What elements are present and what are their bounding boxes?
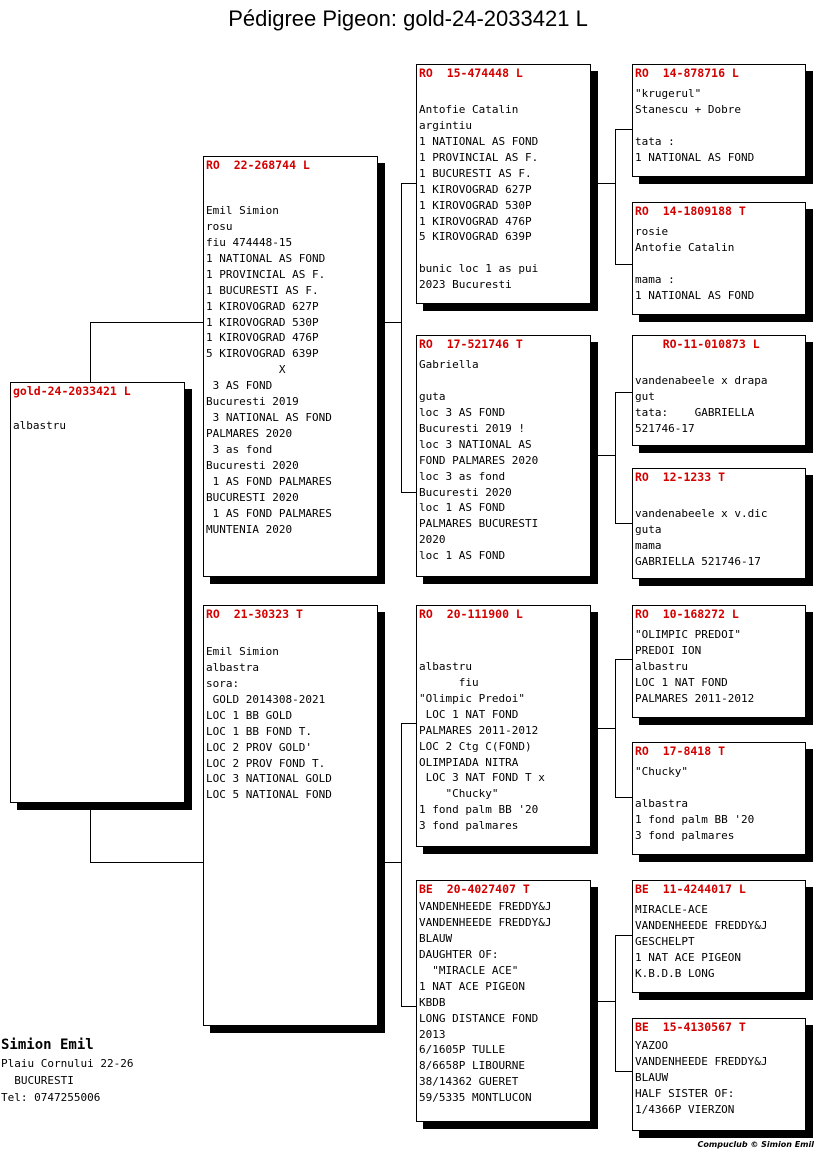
detail-line: GESCHELPT xyxy=(635,934,695,948)
detail-line: rosu xyxy=(206,219,233,233)
ring-number: RO 14-878716 L xyxy=(635,66,739,80)
connector-line xyxy=(90,808,91,863)
owner-phone: Tel: 0747255006 xyxy=(1,1091,101,1104)
detail-line xyxy=(419,245,588,261)
detail-line: PALMARES 2011-2012 xyxy=(419,723,539,737)
detail-line: 1 NATIONAL AS FOND xyxy=(206,251,326,265)
ring-number: RO 17-521746 T xyxy=(419,337,523,351)
detail-line: 1 KIROVOGRAD 627P xyxy=(419,182,532,196)
ring-number: BE 20-4027407 T xyxy=(419,882,530,896)
detail-line: Bucuresti 2020 xyxy=(419,485,512,499)
detail-line: loc 3 AS FOND xyxy=(419,405,506,419)
detail-line: 1 NAT ACE PIGEON xyxy=(419,979,525,993)
connector-line xyxy=(615,523,633,524)
detail-line: VANDENHEEDE FREDDY&J xyxy=(419,900,552,913)
detail-line: PALMARES BUCURESTI xyxy=(419,517,539,531)
detail-line: tata : xyxy=(635,134,675,148)
detail-line: KBDB xyxy=(419,995,446,1009)
detail-line: MUNTENIA 2020 xyxy=(206,522,293,536)
detail-line: guta xyxy=(419,389,446,403)
detail-line xyxy=(635,780,803,796)
owner-address-line2: BUCURESTI xyxy=(1,1074,74,1087)
ring-number: RO 15-474448 L xyxy=(419,66,523,80)
detail-line xyxy=(206,628,375,644)
connector-line xyxy=(595,455,615,456)
detail-line: albastru xyxy=(13,418,66,432)
detail-line: HALF SISTER OF: xyxy=(635,1086,735,1100)
connector-line xyxy=(615,797,633,798)
detail-line: BLAUW xyxy=(635,1070,669,1084)
detail-line: VANDENHEEDE FREDDY&J xyxy=(635,1054,768,1068)
page-title: Pédigree Pigeon: gold-24-2033421 L xyxy=(228,6,588,31)
detail-line: 59/5335 MONTLUCON xyxy=(419,1091,532,1105)
ring-number: RO 10-168272 L xyxy=(635,607,739,621)
pigeon-card-ggp-ffm[interactable] xyxy=(632,202,806,315)
pigeon-card-ggp-mfm[interactable] xyxy=(632,742,806,855)
detail-line: 1 fond palm BB '20 xyxy=(419,803,539,817)
detail-line: GABRIELLA 521746-17 xyxy=(635,554,761,568)
detail-line: PALMARES 2011-2012 xyxy=(635,691,755,705)
pigeon-details xyxy=(206,187,375,538)
detail-line: "Olimpic Predoi" xyxy=(419,691,525,705)
connector-line xyxy=(615,392,616,524)
connector-line xyxy=(615,659,616,798)
connector-line xyxy=(401,723,417,724)
detail-line: 2020 xyxy=(419,533,446,547)
detail-line: LOC 2 PROV FOND T. xyxy=(206,756,326,770)
detail-line: 1 KIROVOGRAD 530P xyxy=(419,198,532,212)
pigeon-card-ggp-fmf[interactable] xyxy=(632,335,806,446)
detail-line: LOC 2 Ctg C(FOND) xyxy=(419,739,532,753)
pigeon-card-ggp-mmf[interactable] xyxy=(632,880,806,993)
detail-line: 2013 xyxy=(419,1027,446,1041)
detail-line: OLIMPIADA NITRA xyxy=(419,755,519,769)
detail-line: "Chucky" xyxy=(635,765,688,778)
pigeon-card-ggp-fff[interactable] xyxy=(632,64,806,177)
connector-line xyxy=(595,183,615,184)
detail-line: "krugerul" xyxy=(635,87,702,100)
detail-line xyxy=(419,86,588,102)
pigeon-details xyxy=(206,628,375,803)
pigeon-details xyxy=(419,627,588,834)
connector-line xyxy=(383,862,401,863)
detail-line: K.B.D.B LONG xyxy=(635,966,715,980)
detail-line xyxy=(635,118,803,134)
footer-credit: Compuclub © Simion Emil xyxy=(697,1140,814,1149)
connector-line xyxy=(595,728,615,729)
detail-line: vandenabeele x drapa xyxy=(635,373,768,387)
connector-line xyxy=(615,935,616,1072)
owner-info xyxy=(1,1035,133,1106)
detail-line: FOND PALMARES 2020 xyxy=(419,453,539,467)
detail-line: PREDOI ION xyxy=(635,643,702,657)
detail-line: vandenabeele x v.dic xyxy=(635,506,768,520)
pigeon-details xyxy=(635,764,803,844)
detail-line xyxy=(206,187,375,203)
connector-line xyxy=(401,183,402,493)
ring-number: RO-11-010873 L xyxy=(635,337,760,351)
detail-line: LOC 1 BB FOND T. xyxy=(206,724,312,738)
pigeon-details xyxy=(419,899,588,1106)
connector-line xyxy=(383,322,401,323)
pigeon-details xyxy=(635,902,803,982)
detail-line: 1 AS FOND PALMARES xyxy=(206,474,332,488)
detail-line: 1/4366P VIERZON xyxy=(635,1102,735,1116)
ring-number: RO 17-8418 T xyxy=(635,744,726,758)
detail-line: gut xyxy=(635,389,655,403)
pigeon-details xyxy=(635,224,803,304)
detail-line: PALMARES 2020 xyxy=(206,427,293,441)
connector-line xyxy=(401,723,402,1007)
detail-line: 8/6658P LIBOURNE xyxy=(419,1059,525,1073)
pigeon-card-main[interactable] xyxy=(10,382,185,803)
owner-address-line1: Plaiu Cornului 22-26 xyxy=(1,1057,134,1070)
connector-line xyxy=(615,129,633,130)
connector-line xyxy=(615,264,633,265)
ring-number: gold-24-2033421 L xyxy=(13,384,131,398)
pigeon-card-paternal-grandfather[interactable] xyxy=(416,64,591,304)
detail-line: mama xyxy=(635,538,662,552)
pigeon-card-ggp-mff[interactable] xyxy=(632,605,806,718)
connector-line xyxy=(90,322,204,323)
ring-number: BE 11-4244017 L xyxy=(635,882,746,896)
ring-number: RO 14-1809188 T xyxy=(635,204,746,218)
detail-line: 1 NATIONAL AS FOND xyxy=(419,134,539,148)
detail-line: 1 NATIONAL AS FOND xyxy=(635,288,755,302)
detail-line: guta xyxy=(635,522,662,536)
detail-line xyxy=(635,357,803,373)
connector-line xyxy=(90,862,204,863)
detail-line xyxy=(635,256,803,272)
detail-line: 6/1605P TULLE xyxy=(419,1043,506,1057)
detail-line xyxy=(13,402,182,418)
detail-line: VANDENHEEDE FREDDY&J xyxy=(635,918,768,932)
pigeon-details xyxy=(419,357,588,564)
detail-line: LOC 3 NATIONAL GOLD xyxy=(206,772,332,786)
detail-line: 1 KIROVOGRAD 530P xyxy=(206,315,319,329)
detail-line: Emil Simion xyxy=(206,644,279,658)
detail-line: bunic loc 1 as pui xyxy=(419,262,539,276)
pigeon-card-mother[interactable] xyxy=(203,605,378,1026)
detail-line: loc 1 AS FOND xyxy=(419,501,506,515)
detail-line: 3 AS FOND xyxy=(206,379,273,393)
pigeon-card-ggp-mmm[interactable] xyxy=(632,1018,806,1131)
connector-line xyxy=(615,935,633,936)
detail-line: argintiu xyxy=(419,118,472,132)
detail-line: GOLD 2014308-2021 xyxy=(206,692,326,706)
detail-line: LOC 1 BB GOLD xyxy=(206,708,293,722)
detail-line: Stanescu + Dobre xyxy=(635,102,741,116)
detail-line: 1 KIROVOGRAD 627P xyxy=(206,299,319,313)
ring-number: RO 22-268744 L xyxy=(206,158,310,172)
connector-line xyxy=(615,392,633,393)
detail-line: 3 fond palmares xyxy=(419,819,519,833)
connector-line xyxy=(401,183,417,184)
detail-line: LOC 2 PROV GOLD' xyxy=(206,740,312,754)
pigeon-details xyxy=(419,86,588,293)
pigeon-card-maternal-grandmother[interactable] xyxy=(416,880,591,1122)
detail-line: 1 AS FOND PALMARES xyxy=(206,506,332,520)
detail-line: 1 PROVINCIAL AS F. xyxy=(206,267,326,281)
detail-line: tata: GABRIELLA xyxy=(635,405,755,419)
detail-line: loc 3 NATIONAL AS xyxy=(419,437,532,451)
detail-line: "Chucky" xyxy=(419,787,499,801)
detail-line: sora: xyxy=(206,676,240,690)
connector-line xyxy=(401,1006,417,1007)
detail-line: LOC 3 NAT FOND T x xyxy=(419,771,545,785)
detail-line: 1 BUCURESTI AS F. xyxy=(419,166,532,180)
detail-line: VANDENHEEDE FREDDY&J xyxy=(419,915,552,929)
detail-line: 1 PROVINCIAL AS F. xyxy=(419,150,539,164)
detail-line: 1 KIROVOGRAD 476P xyxy=(419,214,532,228)
detail-line: Bucuresti 2019 xyxy=(206,395,299,409)
detail-line: 3 as fond xyxy=(206,443,273,456)
detail-line: fiu xyxy=(419,675,479,689)
pigeon-card-father[interactable] xyxy=(203,156,378,577)
detail-line: LONG DISTANCE FOND xyxy=(419,1011,539,1025)
detail-line: YAZOO xyxy=(635,1039,669,1052)
connector-line xyxy=(595,1001,615,1002)
detail-line: albastra xyxy=(206,660,259,674)
detail-line: loc 3 as fond xyxy=(419,469,506,483)
ring-number: RO 12-1233 T xyxy=(635,470,726,484)
connector-line xyxy=(615,129,616,265)
pigeon-details xyxy=(635,627,803,707)
detail-line: 1 NAT ACE PIGEON xyxy=(635,950,741,964)
detail-line: "MIRACLE ACE" xyxy=(419,963,519,977)
detail-line: 3 NATIONAL AS FOND xyxy=(206,411,332,425)
detail-line: 1 NATIONAL AS FOND xyxy=(635,150,755,164)
detail-line: Bucuresti 2020 xyxy=(206,458,299,472)
pigeon-card-ggp-fmm[interactable] xyxy=(632,468,806,579)
detail-line: Emil Simion xyxy=(206,203,279,217)
detail-line xyxy=(419,627,588,643)
detail-line: albastru xyxy=(419,659,472,673)
detail-line: BUCURESTI 2020 xyxy=(206,490,299,504)
detail-line: Gabriella xyxy=(419,358,479,371)
detail-line: albastra xyxy=(635,796,688,810)
detail-line: 1 fond palm BB '20 xyxy=(635,812,755,826)
detail-line xyxy=(419,643,588,659)
detail-line xyxy=(635,490,803,506)
pigeon-details xyxy=(635,86,803,166)
detail-line xyxy=(419,373,588,389)
detail-line: 521746-17 xyxy=(635,421,695,435)
ring-number: RO 21-30323 T xyxy=(206,607,303,621)
pigeon-details xyxy=(635,1038,803,1118)
detail-line: MIRACLE-ACE xyxy=(635,903,708,916)
connector-line xyxy=(90,322,91,384)
detail-line: DAUGHTER OF: xyxy=(419,947,499,961)
detail-line: 5 KIROVOGRAD 639P xyxy=(419,230,532,244)
detail-line: LOC 1 NAT FOND xyxy=(419,707,519,721)
pigeon-details xyxy=(635,490,803,570)
detail-line: 1 BUCURESTI AS F. xyxy=(206,283,319,297)
detail-line: BLAUW xyxy=(419,931,453,945)
detail-line: Antofie Catalin xyxy=(635,240,735,254)
detail-line: 38/14362 GUERET xyxy=(419,1075,519,1089)
detail-line: "OLIMPIC PREDOI" xyxy=(635,628,741,641)
detail-line: 2023 Bucuresti xyxy=(419,278,512,292)
ring-number: RO 20-111900 L xyxy=(419,607,523,621)
detail-line: fiu 474448-15 xyxy=(206,235,293,249)
connector-line xyxy=(615,659,633,660)
pigeon-details xyxy=(13,402,182,434)
detail-line: LOC 1 NAT FOND xyxy=(635,675,728,689)
pigeon-card-paternal-grandmother[interactable] xyxy=(416,335,591,577)
detail-line: 1 KIROVOGRAD 476P xyxy=(206,331,319,345)
owner-name: Simion Emil xyxy=(1,1037,94,1053)
detail-line: loc 1 AS FOND xyxy=(419,549,506,563)
connector-line xyxy=(615,1071,633,1072)
detail-line: 5 KIROVOGRAD 639P xyxy=(206,347,319,361)
detail-line: albastru xyxy=(635,659,688,673)
connector-line xyxy=(401,492,417,493)
detail-line: mama : xyxy=(635,272,675,286)
detail-line: Bucuresti 2019 ! xyxy=(419,421,525,435)
pigeon-card-maternal-grandfather[interactable] xyxy=(416,605,591,847)
ring-number: BE 15-4130567 T xyxy=(635,1020,746,1034)
detail-line: LOC 5 NATIONAL FOND xyxy=(206,788,332,802)
detail-line: X xyxy=(206,363,286,377)
detail-line: 3 fond palmares xyxy=(635,828,735,842)
detail-line: rosie xyxy=(635,225,669,238)
pigeon-details xyxy=(635,357,803,437)
detail-line: Antofie Catalin xyxy=(419,102,519,116)
